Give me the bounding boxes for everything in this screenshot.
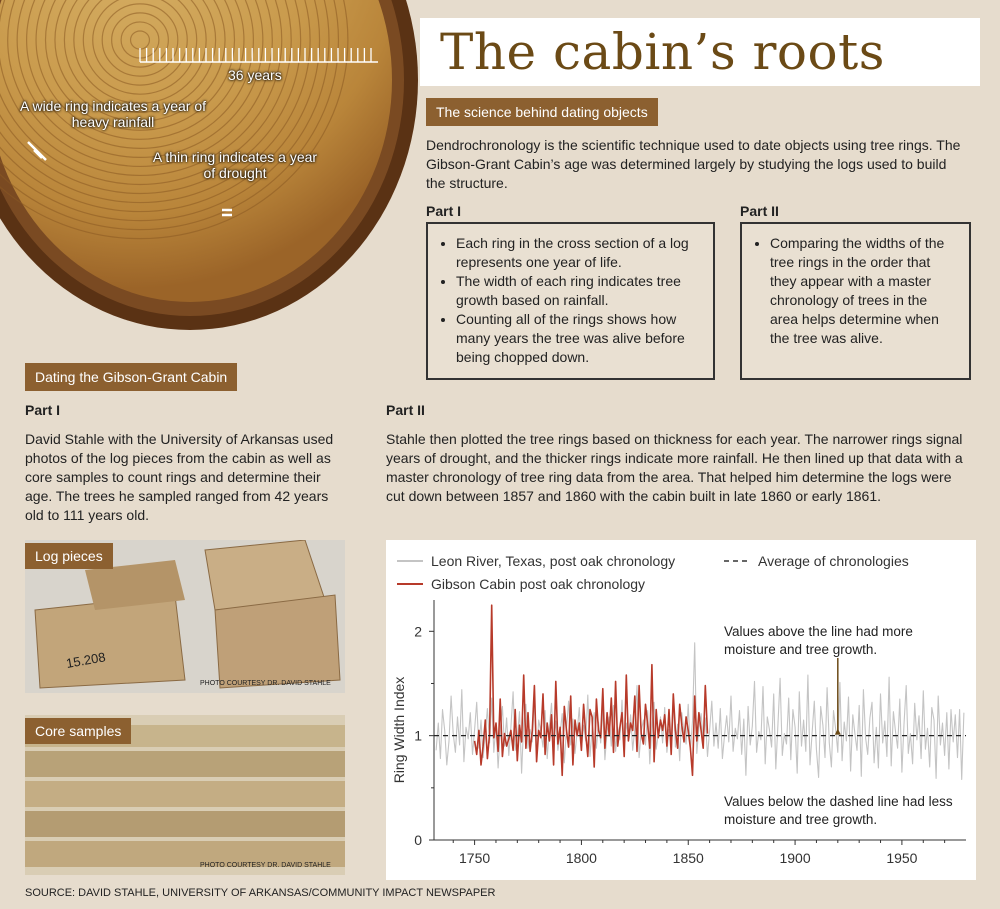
thin-ring-note: A thin ring indicates a year of drought: [152, 149, 318, 181]
y-axis-label: Ring Width Index: [391, 676, 407, 784]
x-tick-label: 1900: [779, 850, 811, 866]
log-number: 15.208: [64, 649, 107, 671]
dating-part2-text: Stahle then plotted the tree rings based on thickness for each year. The narrower rings signal years of drought, and the thicker rings indicate more rainfall. He then lined up that data with a master chronology of tree ring data from the area. That helped him determine the logs were cut down between 1857 and 1860 with the cabin built in late 1860 or early 1861.: [386, 431, 963, 504]
core-samples-credit: PHOTO COURTESY DR. DAVID STAHLE: [200, 862, 331, 869]
source-line: SOURCE: DAVID STAHLE, UNIVERSITY OF ARKANSAS/COMMUNITY IMPACT NEWSPAPER: [25, 887, 496, 899]
dating-tag: Dating the Gibson-Grant Cabin: [25, 363, 237, 391]
science-intro: Dendrochronology is the scientific technique used to date objects using tree rings. The Gibson-Grant Cabin’s age was determined largely by studying the logs used to build the structure.: [426, 137, 961, 191]
legend-gibson-label: Gibson Cabin post oak chronology: [431, 576, 646, 592]
science-part1-item: • The width of each ring indicates tree growth based on rainfall.: [456, 272, 701, 310]
legend-leon-label: Leon River, Texas, post oak chronology: [431, 553, 676, 569]
x-tick-label: 1950: [886, 850, 918, 866]
science-part1-item: • Counting all of the rings shows how many years the tree was alive before being chopped down.: [456, 310, 701, 367]
dating-part2-heading: Part II: [386, 402, 425, 418]
science-part1-heading: Part I: [426, 203, 462, 219]
y-tick-label: 2: [414, 623, 422, 640]
years-label: 36 years: [228, 67, 282, 83]
annotation-above: Values above the line had more moisture and tree growth.: [724, 624, 913, 657]
x-tick-label: 1800: [565, 850, 597, 866]
legend-average-swatch: [724, 555, 750, 567]
page-title: The cabin’s roots: [440, 23, 885, 81]
y-tick-label: 0: [414, 832, 422, 848]
dating-part1-text: David Stahle with the University of Arkansas used photos of the log pieces from the cabin as well as core samples to count rings and determine their age. The trees he sampled ranged from 42 years old to 111 years old.: [25, 431, 334, 523]
wide-ring-note: A wide ring indicates a year of heavy rainfall: [20, 98, 206, 130]
legend-leon-swatch: [397, 555, 423, 567]
science-part1-item: • Each ring in the cross section of a log represents one year of life.: [456, 234, 701, 272]
log-pieces-tag: Log pieces: [25, 543, 113, 569]
legend-average-label: Average of chronologies: [758, 553, 909, 569]
science-part2-box: [740, 222, 971, 380]
core-samples-tag: Core samples: [25, 718, 131, 744]
annotation-below: Values below the dashed line had less moisture and tree growth.: [724, 794, 953, 827]
dating-part1-heading: Part I: [25, 402, 61, 418]
log-pieces-credit: PHOTO COURTESY DR. DAVID STAHLE: [200, 680, 331, 687]
legend-gibson-swatch: [397, 578, 423, 590]
science-part2-item: • Comparing the widths of the tree rings in the order that they appear with a master chronology of trees in the area helps determine when the tree was alive.: [770, 234, 957, 348]
x-tick-label: 1750: [459, 850, 491, 866]
science-part2-heading: Part II: [740, 203, 779, 219]
y-tick-label: 1: [414, 727, 422, 744]
science-tag: The science behind dating objects: [426, 98, 658, 126]
x-tick-label: 1850: [672, 850, 704, 866]
science-part1-box: [426, 222, 715, 380]
